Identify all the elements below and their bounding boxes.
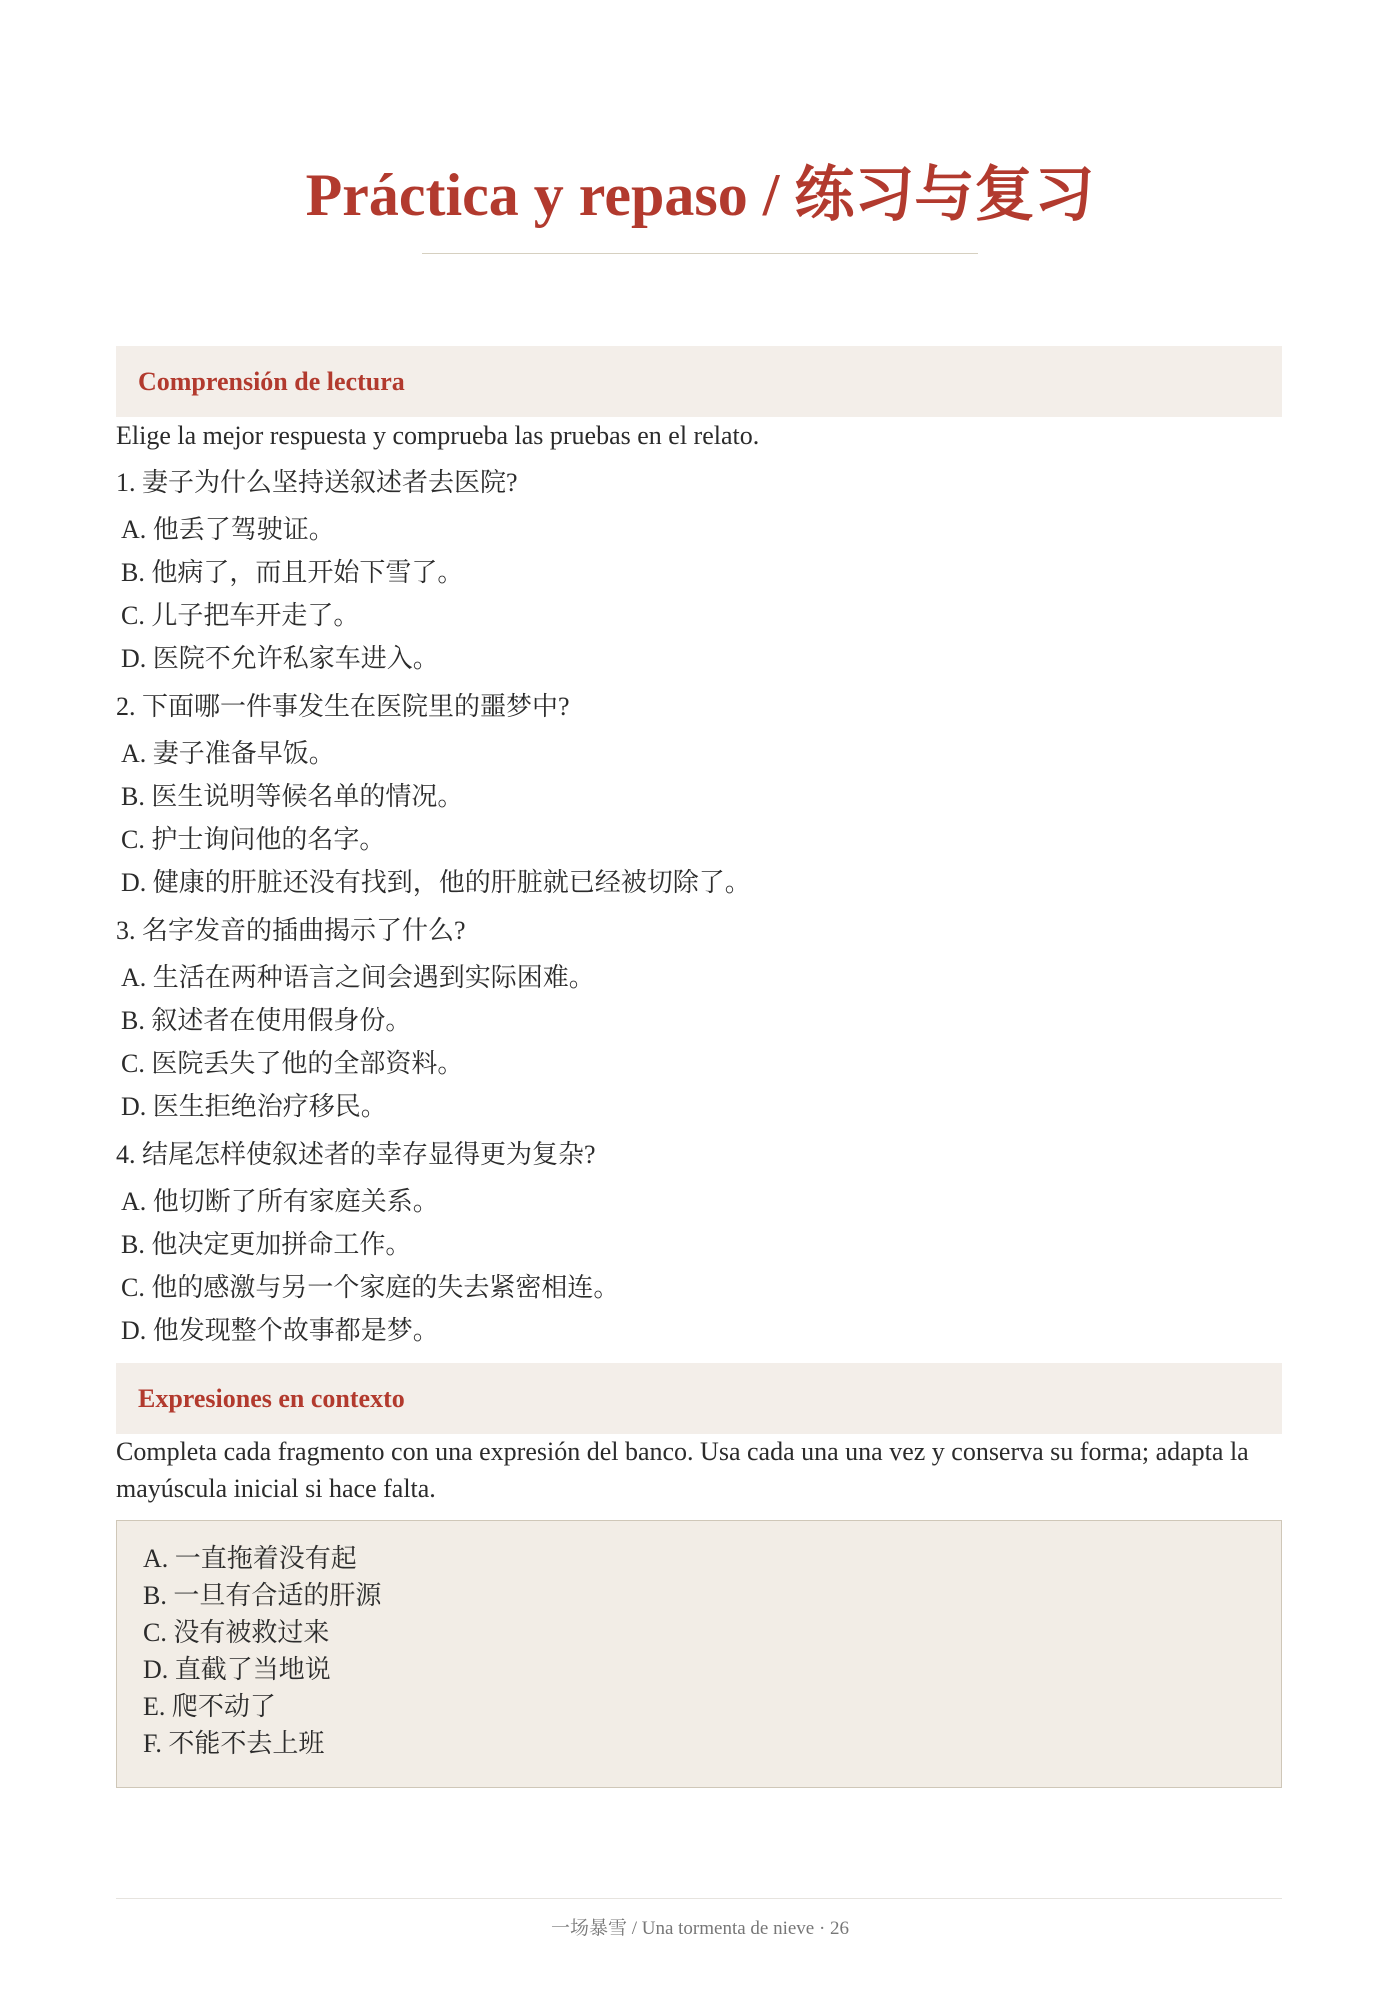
question-3-option-d: D. 医生拒绝治疗移民。 xyxy=(121,1092,387,1121)
question-2-option-b: B. 医生说明等候名单的情况。 xyxy=(121,782,464,811)
question-2-option-d: D. 健康的肝脏还没有找到，他的肝脏就已经被切除了。 xyxy=(121,868,751,897)
question-2: 2. 下面哪一件事发生在医院里的噩梦中? xyxy=(116,692,570,721)
section-header-reading xyxy=(116,346,1282,417)
bank-item-a: A. 一直拖着没有起 xyxy=(143,1544,357,1573)
bank-item-e: E. 爬不动了 xyxy=(143,1692,276,1721)
question-1-option-c: C. 儿子把车开走了。 xyxy=(121,601,360,630)
question-3-option-b: B. 叙述者在使用假身份。 xyxy=(121,1006,412,1035)
question-1-option-a: A. 他丢了驾驶证。 xyxy=(121,515,335,544)
footer-divider xyxy=(116,1898,1282,1899)
question-4-option-b: B. 他决定更加拼命工作。 xyxy=(121,1230,412,1259)
expression-bank xyxy=(116,1520,1282,1788)
question-4-option-d: D. 他发现整个故事都是梦。 xyxy=(121,1316,439,1345)
expressions-instructions: Completa cada fragmento con una expresión del banco. Usa cada una una vez y conserva su forma; adapta la mayúscula inicial si hace falta. xyxy=(116,1437,1249,1503)
question-1: 1. 妻子为什么坚持送叙述者去医院? xyxy=(116,468,518,497)
page-title: Práctica y repaso / 练习与复习 xyxy=(305,162,1095,228)
bank-item-c: C. 没有被救过来 xyxy=(143,1618,330,1647)
bank-item-d: D. 直截了当地说 xyxy=(143,1655,331,1684)
section-heading: Comprensión de lectura xyxy=(138,367,405,396)
title-divider xyxy=(422,253,978,254)
question-1-option-d: D. 医院不允许私家车进入。 xyxy=(121,644,439,673)
reading-instructions: Elige la mejor respuesta y comprueba las pruebas en el relato. xyxy=(116,421,760,450)
question-3: 3. 名字发音的插曲揭示了什么? xyxy=(116,916,466,945)
question-4-option-c: C. 他的感激与另一个家庭的失去紧密相连。 xyxy=(121,1273,620,1302)
question-2-option-c: C. 护士询问他的名字。 xyxy=(121,825,386,854)
bank-item-b: B. 一旦有合适的肝源 xyxy=(143,1581,382,1610)
question-3-option-c: C. 医院丢失了他的全部资料。 xyxy=(121,1049,464,1078)
section-header-expressions xyxy=(116,1363,1282,1434)
section-heading: Expresiones en contexto xyxy=(138,1384,405,1413)
question-2-option-a: A. 妻子准备早饭。 xyxy=(121,739,335,768)
question-4: 4. 结尾怎样使叙述者的幸存显得更为复杂? xyxy=(116,1140,596,1169)
bank-item-f: F. 不能不去上班 xyxy=(143,1729,325,1758)
question-1-option-b: B. 他病了，而且开始下雪了。 xyxy=(121,558,464,587)
page-footer: 一场暴雪 / Una tormenta de nieve · 26 xyxy=(550,1918,850,1939)
question-3-option-a: A. 生活在两种语言之间会遇到实际困难。 xyxy=(121,963,595,992)
question-4-option-a: A. 他切断了所有家庭关系。 xyxy=(121,1187,439,1216)
